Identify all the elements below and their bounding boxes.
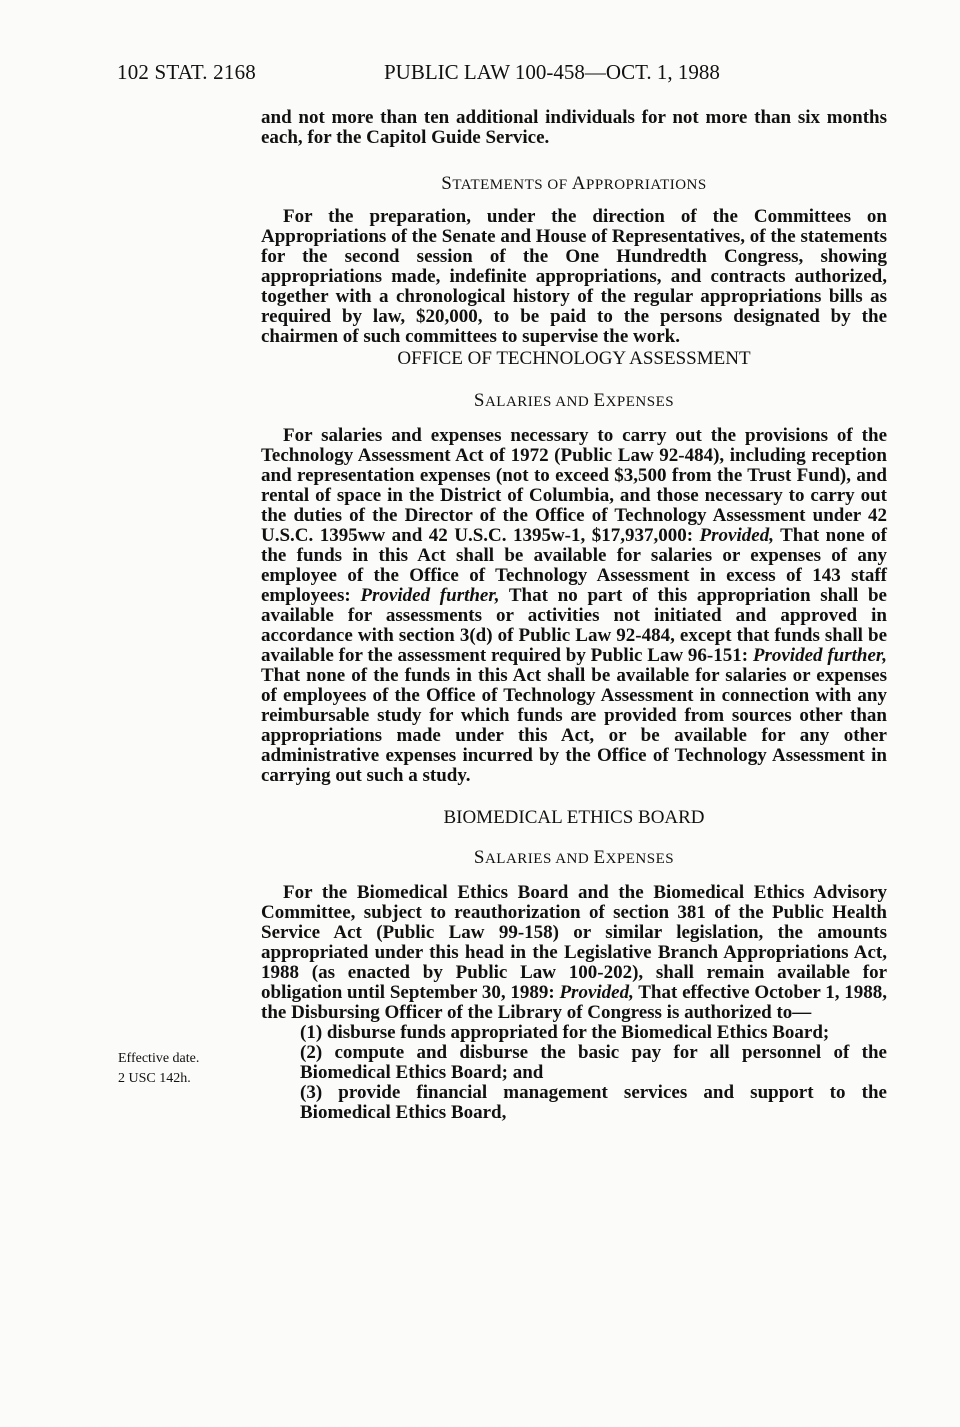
margin-note-effective-date: Effective date. xyxy=(118,1051,200,1066)
document-body xyxy=(261,108,887,1123)
intro-paragraph: and not more than ten additional individuals for not more than six months each, for the Capitol Guide Service. xyxy=(261,107,887,148)
list-item: (1) disburse funds appropriated for the Biomedical Ethics Board; xyxy=(300,1022,830,1043)
list-item: (2) compute and disburse the basic pay for all personnel of the Biomedical Ethics Board; and xyxy=(300,1042,887,1083)
ota-paragraph: For salaries and expenses necessary to carry out the provisions of the Technology Assessment Act of 1972 (Public Law 92-484), including reception and representation expenses (not to exceed $3,500 from the Trust Fund), and rental of space in the District of Columbia, and those necessary to carry out the duties of the Director of the Office of Technology Assessment under 42 U.S.C. 1395ww and 42 U.S.C. 1395w-1, $17,937,000: Provided, That none of the funds in this Act shall be available for salaries or expenses of any employee of the Office of Technology Assessment in excess of 143 staff employees: Provided further, That no part of this appropriation shall be available for assessments or activities not initiated and approved in accordance with section 3(d) of Public Law 92-484, except that funds shall be available for the assessment required by Public Law 96-151: Provided further, That none of the funds in this Act shall be available for salaries or expenses of employees of the Office of Technology Assessment in connection with any reimbursable study for which funds are provided from sources other than appropriations made under this Act, or be available for any other administrative expenses incurred by the Office of Technology Assessment in carrying out such a study. xyxy=(261,425,887,786)
page-header-stat: 102 STAT. 2168 xyxy=(117,60,256,84)
page-header-law: PUBLIC LAW 100-458—OCT. 1, 1988 xyxy=(384,60,720,84)
bio-heading: BIOMEDICAL ETHICS BOARD xyxy=(443,807,705,828)
ota-salaries-heading: SALARIES AND EXPENSES xyxy=(473,390,675,411)
ota-heading: OFFICE OF TECHNOLOGY ASSESSMENT xyxy=(397,348,751,369)
bio-salaries-heading: SALARIES AND EXPENSES xyxy=(473,847,675,868)
statements-paragraph: For the preparation, under the direction of the Committees on Appropriations of the Senate and House of Representatives, of the statements for the second session of the One Hundredth Congress, showing appropriations made, indefinite appropriations, and contracts authorized, together with a chronological history of the regular appropriations bills as required by law, $20,000, to be paid to the persons designated by the chairmen of such committees to supervise the work. xyxy=(261,206,887,347)
list-item: (3) provide financial management services and support to the Biomedical Ethics Board, xyxy=(300,1082,887,1123)
margin-note-usc: 2 USC 142h. xyxy=(118,1071,191,1086)
bio-paragraph: For the Biomedical Ethics Board and the Biomedical Ethics Advisory Committee, subject to reauthorization of section 381 of the Public Health Service Act (Public Law 99-158) or similar legislation, the amounts appropriated under this head in the Legislative Branch Appropriations Act, 1988 (as enacted by Public Law 100-202), shall remain available for obligation until September 30, 1989: Provided, That effective October 1, 1988, the Disbursing Officer of the Library of Congress is authorized to— xyxy=(261,882,887,1023)
statements-heading: STATEMENTS OF APPROPRIATIONS xyxy=(441,173,707,194)
